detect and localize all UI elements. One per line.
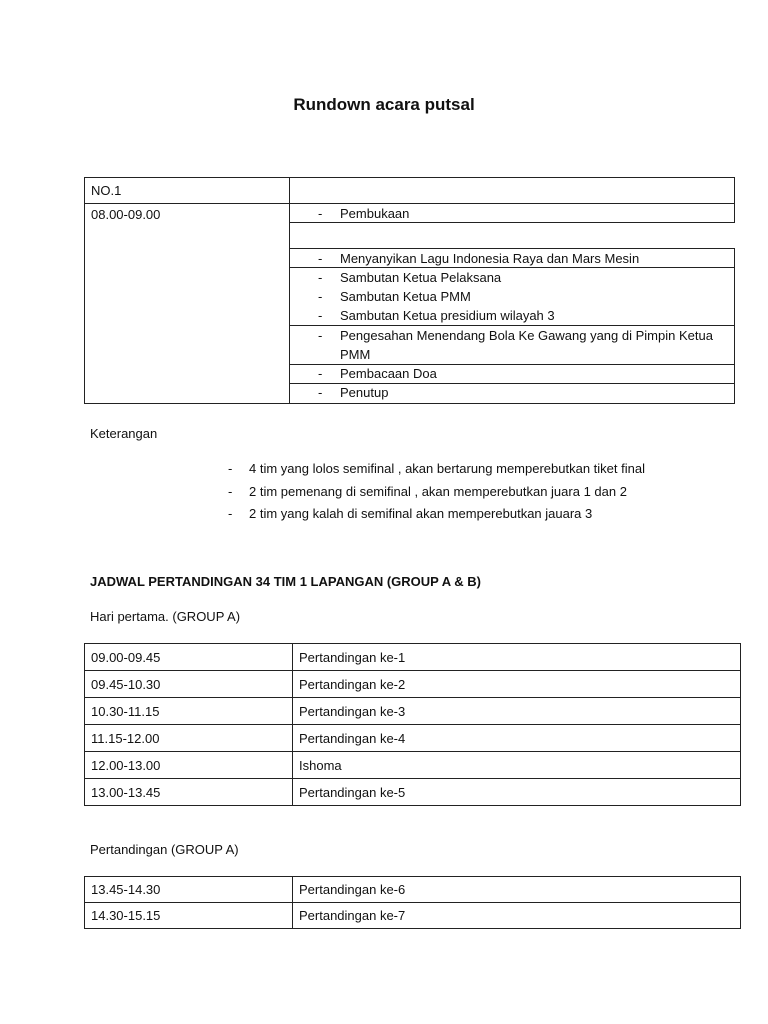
schedule-time-cell: 13.00-13.45 [85,779,293,806]
rundown-item-label: Menyanyikan Lagu Indonesia Raya dan Mars Mesin [340,251,640,266]
schedule-row [85,877,741,903]
note-item [228,504,593,524]
schedule-match-cell: Pertandingan ke-4 [293,725,741,752]
schedule-match-cell: Pertandingan ke-3 [293,698,741,725]
schedule-row [85,779,741,806]
schedule-match-cell: Ishoma [293,752,741,779]
day2-schedule-table [84,876,741,929]
schedule-time-cell: 13.45-14.30 [85,877,293,903]
dash-bullet: - [318,251,323,266]
schedule-time-cell: 09.00-09.45 [85,644,293,671]
schedule-match-cell: Pertandingan ke-2 [293,671,741,698]
dash-bullet: - [318,270,323,285]
schedule-time-cell: 12.00-13.00 [85,752,293,779]
day1-schedule-table [84,643,741,806]
rundown-item-label: Pembacaan Doa [340,366,437,381]
schedule-match-cell: Pertandingan ke-5 [293,779,741,806]
note-text: 2 tim pemenang di semifinal , akan memperebutkan juara 1 dan 2 [249,484,627,499]
note-item [228,482,627,502]
day2-label: Pertandingan (GROUP A) [90,842,239,857]
schedule-time-cell: 14.30-15.15 [85,903,293,929]
document-title: Rundown acara putsal [293,95,475,114]
schedule-time-cell: 09.45-10.30 [85,671,293,698]
schedule-match-cell: Pertandingan ke-7 [293,903,741,929]
schedule-time-cell: 10.30-11.15 [85,698,293,725]
schedule-row [85,671,741,698]
schedule-row [85,698,741,725]
rundown-item-label: Sambutan Ketua PMM [340,289,471,304]
dash-bullet: - [318,206,323,221]
rundown-time-cell [84,203,290,404]
note-text: 2 tim yang kalah di semifinal akan memperebutkan jauara 3 [249,506,593,521]
schedule-time-cell: 11.15-12.00 [85,725,293,752]
dash-bullet: - [318,328,323,343]
dash-bullet: - [318,308,323,323]
dash-bullet: - [228,461,233,476]
note-text: 4 tim yang lolos semifinal , akan bertarung memperebutkan tiket final [249,461,645,476]
schedule-row [85,903,741,929]
schedule-row [85,752,741,779]
rundown-header-label: NO.1 [91,183,122,198]
rundown-item-label: PMM [340,347,371,362]
dash-bullet: - [318,366,323,381]
rundown-item-label: Pengesahan Menendang Bola Ke Gawang yang di Pimpin Ketua [340,328,713,343]
rundown-item-label: Sambutan Ketua presidium wilayah 3 [340,308,555,323]
note-item [228,459,645,479]
rundown-header-left-cell [84,177,290,204]
schedule-heading: JADWAL PERTANDINGAN 34 TIM 1 LAPANGAN (GROUP A & B) [90,574,481,589]
schedule-row [85,725,741,752]
rundown-header-right-cell [289,177,735,204]
rundown-time: 08.00-09.00 [91,207,161,222]
schedule-match-cell: Pertandingan ke-1 [293,644,741,671]
schedule-match-cell: Pertandingan ke-6 [293,877,741,903]
rundown-item-label: Penutup [340,385,389,400]
day1-label: Hari pertama. (GROUP A) [90,609,241,624]
rundown-item-label: Pembukaan [340,206,410,221]
dash-bullet: - [318,289,323,304]
dash-bullet: - [228,506,233,521]
rundown-item-label: Sambutan Ketua Pelaksana [340,270,502,285]
dash-bullet: - [228,484,233,499]
schedule-row [85,644,741,671]
dash-bullet: - [318,385,323,400]
notes-heading: Keterangan [90,426,158,441]
